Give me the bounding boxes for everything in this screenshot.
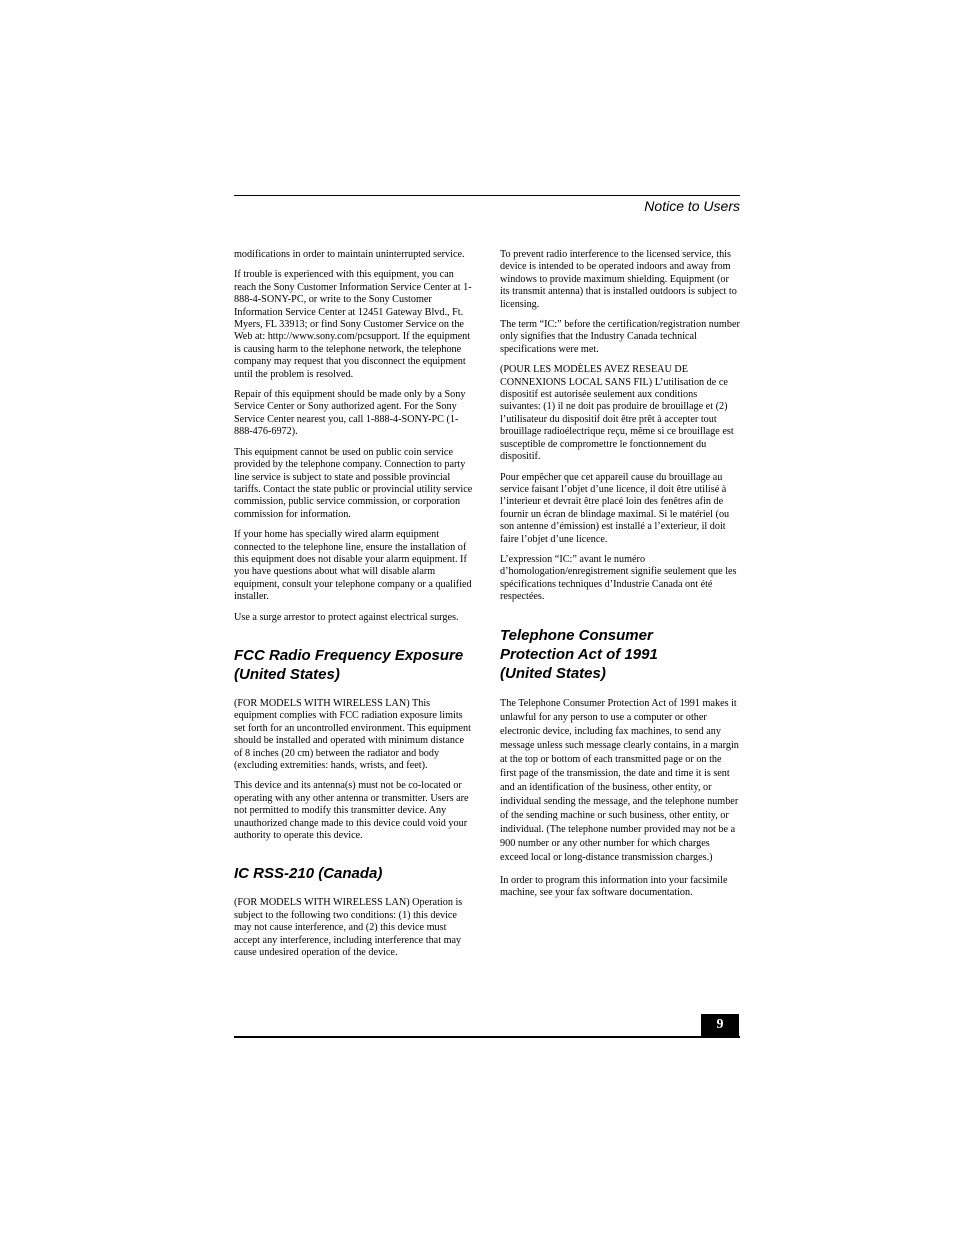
- section-heading-tcpa: [500, 626, 740, 683]
- paragraph: This device and its antenna(s) must not be co-located or operating with any other antenna or transmitter. Users are not permitted to modify this transmitter device. Any unauthorized change made to this device could void your authority to operate this device.: [234, 780, 469, 842]
- section-heading-fcc: [234, 646, 474, 684]
- footer-rule: [234, 1036, 740, 1038]
- header-rule: [234, 195, 740, 196]
- paragraph: In order to program this information into your facsimile machine, see your fax software documentation.: [500, 874, 728, 898]
- paragraph: If your home has specially wired alarm equipment connected to the telephone line, ensure the installation of this equipment does not disable your alarm equipment. If you have questions about what will disable alarm equipment, consult your telephone company or a qualified installer.: [234, 529, 472, 603]
- paragraph: The term “IC:” before the certification/registration number only signifies that the Industry Canada technical specifications were met.: [500, 319, 740, 355]
- paragraph: (FOR MODELS WITH WIRELESS LAN) This equipment complies with FCC radiation exposure limits set forth for an uncontrolled environment. This equipment should be installed and operated with minimum distance of 8 inches (20 cm) between the radiator and body (excluding extremities: hands, wrists, and feet).: [234, 697, 471, 771]
- running-header-title: Notice to Users: [644, 198, 740, 214]
- paragraph: Pour empêcher que cet appareil cause du brouillage au service faisant l’objet d’une licence, il doit être utilisé à l’interieur et devrait être placé loin des fenêtres afin de fournir un écran de blindage maximal. Si le matériel (ou son antenne d’émission) est installé a l’exterieur, il doit faire l’objet d’une licence.: [500, 471, 730, 545]
- heading-line: FCC Radio Frequency Exposure: [234, 646, 464, 664]
- page-number-badge: 9: [701, 1014, 739, 1036]
- heading-line: Protection Act of 1991: [500, 645, 658, 663]
- left-column: [234, 249, 474, 967]
- right-column: [500, 249, 740, 907]
- paragraph: This equipment cannot be used on public coin service provided by the telephone company. Connection to party line service is subject to state and possible provincial tariffs. Contact the state public or provincial utility service commission, public service commission, or corporation commission for information.: [234, 446, 473, 520]
- paragraph: L’expression “IC:” avant le numéro d’homologation/enregistrement signifie seulement que les spécifications techniques d’Industrie Canada ont été respectées.: [500, 553, 737, 603]
- paragraph: Use a surge arrestor to protect against electrical surges.: [234, 611, 459, 623]
- paragraph: The Telephone Consumer Protection Act of 1991 makes it unlawful for any person to use a computer or other electronic device, including fax machines, to send any message unless such message clearly contains, in a margin at the top or bottom of each transmitted page or on the first page of the transmission, the date and time it is sent and an identification of the business, other entity, or individual sending the message, and the telephone number of the sending machine or such business, other entity, or individual. (The telephone number provided may not be a 900 number or any other number for which charges exceed local or long-distance transmission charges.): [500, 697, 739, 863]
- paragraph: modifications in order to maintain uninterrupted service.: [234, 249, 465, 260]
- heading-line: Telephone Consumer: [500, 626, 653, 644]
- paragraph: (POUR LES MODÈLES AVEZ RESEAU DE CONNEXIONS LOCAL SANS FIL) L’utilisation de ce dispositif est autorisée seulement aux conditions suivantes: (1) il ne doit pas produire de brouillage et (2) l’utilisateur du dispositif doit être prêt à accepter tout brouillage radioélectrique reçu, même si ce brouillage est susceptible de compromettre le fonctionnement du dispositif.: [500, 364, 734, 463]
- paragraph: (FOR MODELS WITH WIRELESS LAN) Operation is subject to the following two conditions: (1) this device may not cause interference, and (2) this device must accept any interference, including interference that may cause undesired operation of the device.: [234, 897, 463, 959]
- paragraph: To prevent radio interference to the licensed service, this device is intended to be operated indoors and away from windows to provide maximum shielding. Equipment (or its transmit antenna) that is installed outdoors is subject to licensing.: [500, 249, 737, 310]
- section-heading-ic: IC RSS-210 (Canada): [234, 865, 383, 883]
- heading-line: (United States): [234, 665, 340, 683]
- paragraph: Repair of this equipment should be made only by a Sony Service Center or Sony authorized agent. For the Sony Service Center nearest you, call 1-888-4-SONY-PC (1-888-476-6972).: [234, 389, 466, 438]
- heading-line: (United States): [500, 664, 606, 682]
- paragraph: If trouble is experienced with this equipment, you can reach the Sony Customer Information Service Center at 1-888-4-SONY-PC, or write to the Sony Customer Information Service Center at 12451 Gateway Blvd., Ft. Myers, FL 33913; or find Sony Customer Service on the Web at: http://www.sony.com/pcsupport. If the equipment is causing harm to the telephone network, the telephone company may request that you disconnect the equipment until the problem is resolved.: [234, 269, 472, 380]
